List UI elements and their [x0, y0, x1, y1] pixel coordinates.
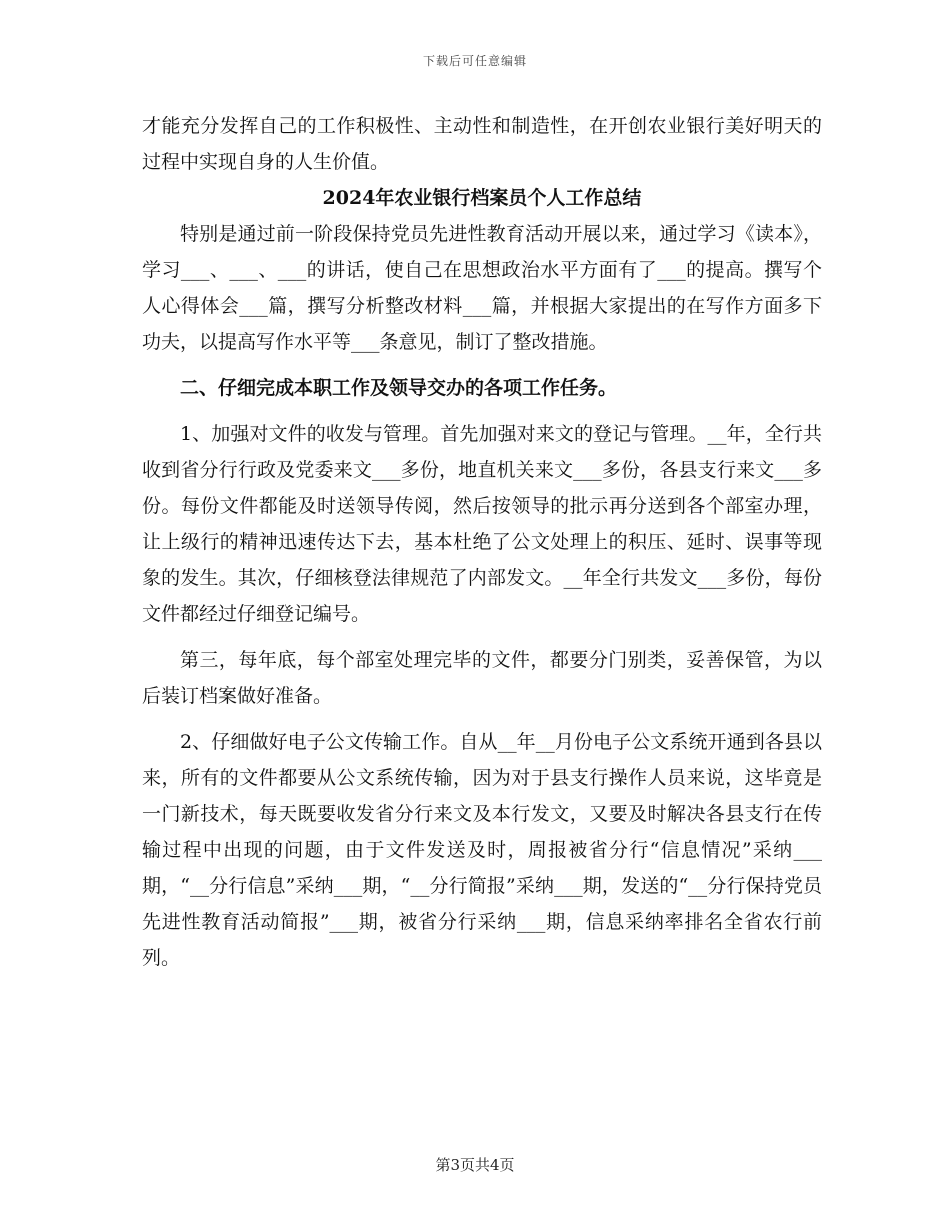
page-number: 第3页共4页 [435, 1156, 515, 1174]
paragraph-electronic-transmission: 2、仔细做好电子公文传输工作。自从__年__月份电子公文系统开通到各县以来，所有的文件都要从公文系统传输，因为对于县支行操作人员来说，这毕竟是一门新技术，每天既要收发省分行来文及本行发文，又要及时解决各县支行在传输过程中出现的问题，由于文件发送及时，周报被省分行“信息情况”采纳___期，“__分行信息”采纳___期，“__分行简报”采纳___期，发送的“__分行保持党员先进性教育活动简报”___期，被省分行采纳___期，信息采纳率排名全省农行前列。 [142, 731, 822, 969]
document-body [142, 108, 822, 976]
paragraph-year-end-archiving: 第三，每年底，每个部室处理完毕的文件，都要分门别类，妥善保管，为以后装订档案做好准备。 [142, 649, 822, 707]
paragraph-closing-previous: 才能充分发挥自己的工作积极性、主动性和制造性，在开创农业银行美好明天的过程中实现自身的人生价值。 [142, 115, 822, 173]
document-title: 2024年农业银行档案员个人工作总结 [322, 187, 642, 209]
paragraph-political-study: 特别是通过前一阶段保持党员先进性教育活动开展以来，通过学习《读本》，学习___、___、___的讲话，使自己在思想政治水平方面有了___的提高。撰写个人心得体会___篇，撰写分析整改材料___篇，并根据大家提出的在写作方面多下功夫，以提高写作水平等___条意见，制订了整改措施。 [142, 223, 822, 353]
section-heading-2: 二、仔细完成本职工作及领导交办的各项工作任务。 [180, 377, 618, 399]
page-header-note: 下载后可任意编辑 [422, 54, 527, 68]
paragraph-document-management: 1、加强对文件的收发与管理。首先加强对来文的登记与管理。__年，全行共收到省分行行政及党委来文___多份，地直机关来文___多份，各县支行来文___多份。每份文件都能及时送领导传阅，然后按领导的批示再分送到各个部室办理，让上级行的精神迅速传达下去，基本杜绝了公文处理上的积压、延时、误事等现象的发生。其次，仔细核登法律规范了内部发文。__年全行共发文___多份，每份文件都经过仔细登记编号。 [142, 423, 822, 625]
